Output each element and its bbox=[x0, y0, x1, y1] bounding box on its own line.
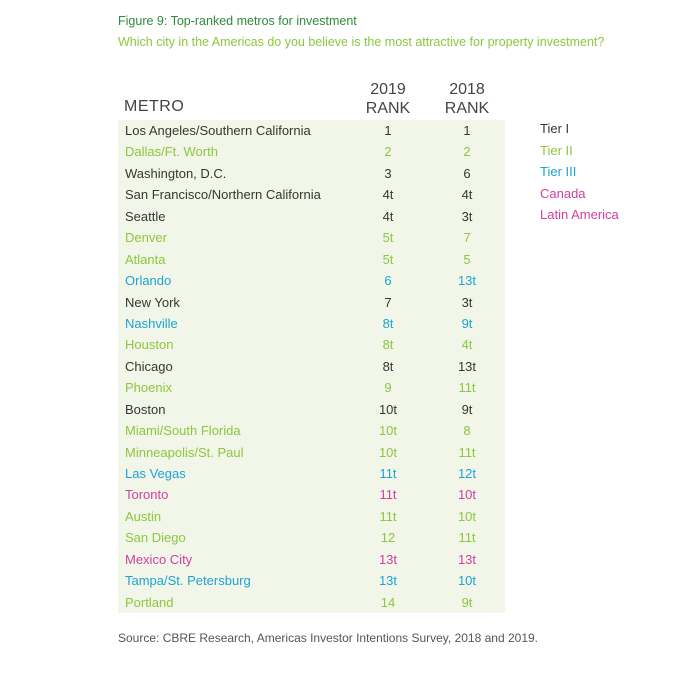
rank-2019-cell: 2 bbox=[384, 144, 392, 160]
rank-2018-cell: 11t bbox=[458, 444, 476, 460]
column-header-2018-year: 2018 bbox=[449, 81, 485, 98]
metro-name: Houston bbox=[125, 337, 174, 353]
rank-2018-cell: 7 bbox=[463, 230, 471, 246]
tier-legend bbox=[540, 118, 619, 226]
rank-2018-cell: 10t bbox=[457, 487, 477, 503]
rank-2018-cell: 8 bbox=[463, 423, 471, 439]
metro-name: Austin bbox=[125, 508, 162, 524]
legend-item-tier-2: Tier II bbox=[540, 142, 573, 158]
ranking-table bbox=[118, 120, 505, 613]
metro-name: Minneapolis/St. Paul bbox=[125, 444, 244, 460]
rank-2018-cell: 13t bbox=[457, 551, 477, 567]
table-row bbox=[118, 313, 505, 334]
column-header-2019-year: 2019 bbox=[370, 81, 406, 98]
table-row bbox=[118, 120, 505, 141]
rank-2018-cell: 13t bbox=[457, 358, 477, 374]
table-row bbox=[118, 420, 505, 441]
rank-2019-cell: 1 bbox=[384, 123, 392, 138]
rank-2019-cell: 12 bbox=[380, 530, 396, 546]
metro-name: New York bbox=[125, 294, 180, 310]
table-row bbox=[118, 249, 505, 270]
rank-2018-cell: 9t bbox=[461, 315, 473, 331]
rank-2018-cell: 3t bbox=[461, 294, 473, 310]
rank-2019-cell: 7 bbox=[384, 294, 392, 310]
column-header-2018-label: RANK bbox=[444, 100, 490, 117]
rank-2018-cell: 11t bbox=[458, 530, 476, 546]
column-header-2019-rank bbox=[358, 80, 418, 118]
rank-2019-cell: 10t bbox=[378, 401, 398, 417]
metro-name: Washington, D.C. bbox=[125, 165, 227, 181]
table-row bbox=[118, 527, 505, 548]
metro-name: Mexico City bbox=[125, 551, 193, 567]
source-note: Source: CBRE Research, Americas Investor Intentions Survey, 2018 and 2019. bbox=[118, 631, 538, 645]
rank-2019-cell: 13t bbox=[378, 573, 398, 589]
table-row bbox=[118, 463, 505, 484]
table-row bbox=[118, 356, 505, 377]
table-row bbox=[118, 292, 505, 313]
table-row bbox=[118, 227, 505, 248]
rank-2018-cell: 11t bbox=[458, 380, 476, 396]
rank-2018-cell: 10t bbox=[457, 508, 477, 524]
rank-2019-cell: 3 bbox=[384, 165, 392, 181]
rank-2019-cell: 11t bbox=[379, 466, 397, 481]
rank-2018-cell: 9t bbox=[461, 401, 473, 417]
table-row bbox=[118, 506, 505, 527]
table-row bbox=[118, 141, 505, 162]
metro-name: Atlanta bbox=[125, 251, 166, 267]
table-row bbox=[118, 442, 505, 463]
rank-2019-cell: 14 bbox=[380, 594, 396, 610]
table-row bbox=[118, 549, 505, 570]
figure-title: Figure 9: Top-ranked metros for investment bbox=[118, 14, 357, 28]
metro-name: Las Vegas bbox=[125, 466, 186, 481]
metro-name: Toronto bbox=[125, 487, 169, 503]
table-row bbox=[118, 570, 505, 591]
rank-2019-cell: 9 bbox=[384, 380, 392, 396]
table-row bbox=[118, 163, 505, 184]
rank-2019-cell: 4t bbox=[382, 208, 394, 224]
rank-2019-cell: 8t bbox=[382, 337, 394, 353]
rank-2018-cell: 13t bbox=[457, 273, 477, 289]
metro-name: Miami/South Florida bbox=[125, 423, 241, 439]
metro-name: Orlando bbox=[125, 273, 172, 289]
rank-2018-cell: 4t bbox=[461, 187, 473, 203]
legend-item-canada: Canada bbox=[540, 185, 586, 201]
table-row bbox=[118, 270, 505, 291]
rank-2019-cell: 8t bbox=[382, 358, 394, 374]
metro-name: Boston bbox=[125, 401, 166, 417]
rank-2018-cell: 6 bbox=[463, 165, 471, 181]
table-row bbox=[118, 334, 505, 355]
rank-2018-cell: 3t bbox=[461, 208, 473, 224]
rank-2019-cell: 5t bbox=[382, 251, 394, 267]
metro-name: Los Angeles/Southern California bbox=[125, 123, 311, 138]
rank-2018-cell: 12t bbox=[457, 466, 477, 481]
metro-name: Nashville bbox=[125, 315, 178, 331]
table-row bbox=[118, 377, 505, 398]
metro-name: Denver bbox=[125, 230, 167, 246]
table-row bbox=[118, 206, 505, 227]
metro-name: Dallas/Ft. Worth bbox=[125, 144, 218, 160]
rank-2019-cell: 13t bbox=[378, 551, 398, 567]
rank-2019-cell: 10t bbox=[378, 423, 398, 439]
figure-subtitle: Which city in the Americas do you believe is the most attractive for property investment? bbox=[118, 35, 605, 49]
table-row bbox=[118, 484, 505, 505]
rank-2019-cell: 11t bbox=[379, 508, 397, 524]
column-header-2018-rank bbox=[437, 80, 497, 118]
metro-name: Seattle bbox=[125, 208, 166, 224]
metro-name: San Francisco/Northern California bbox=[125, 187, 321, 203]
rank-2018-cell: 1 bbox=[463, 123, 471, 138]
legend-item-latam: Latin America bbox=[540, 207, 619, 222]
metro-name: San Diego bbox=[125, 530, 186, 546]
legend-item-tier-1: Tier I bbox=[540, 121, 570, 136]
rank-2018-cell: 4t bbox=[461, 337, 473, 353]
table-row bbox=[118, 399, 505, 420]
rank-2019-cell: 5t bbox=[382, 230, 394, 246]
rank-2018-cell: 2 bbox=[463, 144, 471, 160]
rank-2019-cell: 10t bbox=[378, 444, 398, 460]
rank-2019-cell: 4t bbox=[382, 187, 394, 203]
rank-2018-cell: 5 bbox=[463, 251, 471, 267]
column-header-metro: METRO bbox=[124, 98, 185, 115]
metro-name: Tampa/St. Petersburg bbox=[125, 573, 251, 589]
rank-2019-cell: 8t bbox=[382, 315, 394, 331]
metro-name: Chicago bbox=[125, 358, 173, 374]
rank-2018-cell: 9t bbox=[461, 594, 473, 610]
legend-item-tier-3: Tier III bbox=[540, 164, 577, 179]
rank-2018-cell: 10t bbox=[457, 573, 477, 589]
column-header-2019-label: RANK bbox=[365, 100, 411, 117]
rank-2019-cell: 6 bbox=[384, 273, 392, 289]
table-row bbox=[118, 592, 505, 613]
rank-2019-cell: 11t bbox=[379, 487, 397, 503]
metro-name: Portland bbox=[125, 594, 174, 610]
metro-name: Phoenix bbox=[125, 380, 172, 396]
table-row bbox=[118, 184, 505, 205]
